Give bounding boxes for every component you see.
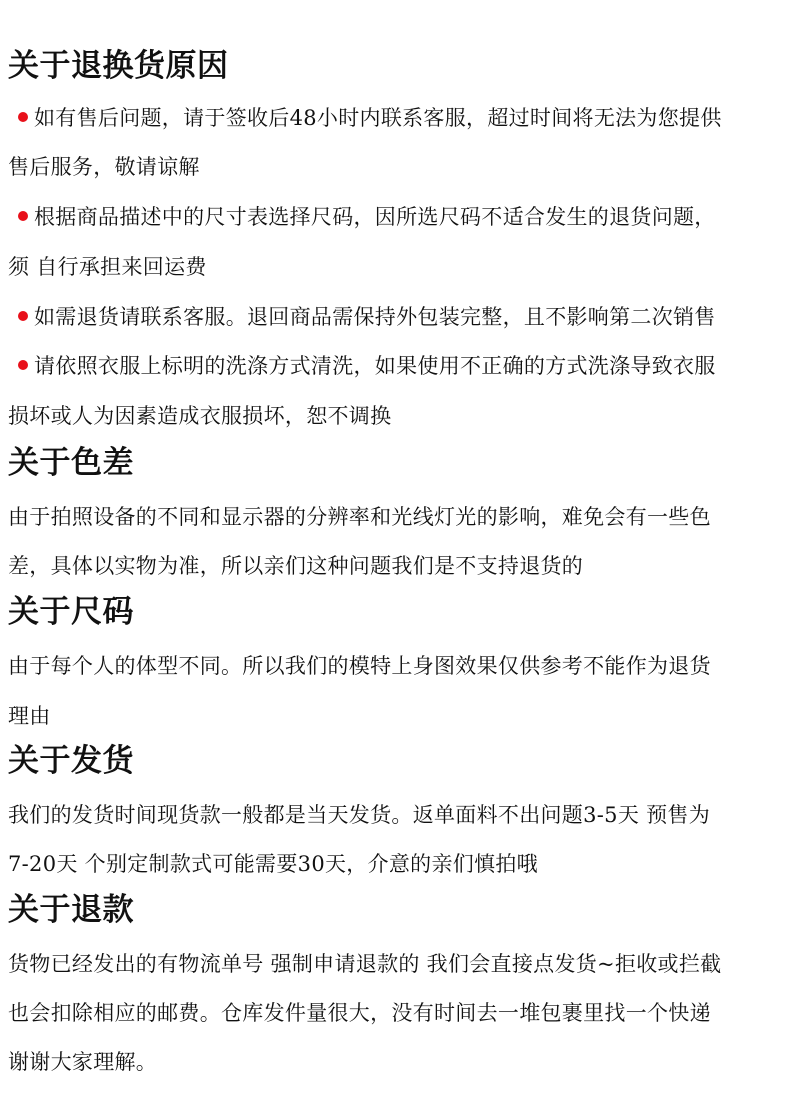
list-item (8, 303, 716, 331)
list-item-continuation: 损坏或人为因素造成衣服损坏，恕不调换 (8, 404, 392, 428)
paragraph-line: 我们的发货时间现货款一般都是当天发货。返单面料不出问题3-5天 预售为 (8, 803, 710, 827)
list-item-text: 如需退货请联系客服。退回商品需保持外包装完整，且不影响第二次销售 (34, 305, 716, 329)
list-item-text: 请依照衣服上标明的洗涤方式清洗，如果使用不正确的方式洗涤导致衣服 (34, 354, 716, 378)
section-title-color-difference: 关于色差 (8, 445, 134, 481)
paragraph-line: 由于拍照设备的不同和显示器的分辨率和光线灯光的影响，难免会有一些色 (8, 505, 711, 529)
red-bullet-icon (18, 360, 28, 370)
list-item-text: 根据商品描述中的尺寸表选择尺码，因所选尺码不适合发生的退货问题， (34, 205, 716, 229)
paragraph-line: 也会扣除相应的邮费。仓库发件量很大，没有时间去一堆包裹里找一个快递 (8, 1001, 711, 1025)
paragraph-line: 7-20天 个别定制款式可能需要30天，介意的亲们慎拍哦 (8, 852, 538, 876)
red-bullet-icon (18, 112, 28, 122)
red-bullet-icon (18, 211, 28, 221)
list-item (8, 352, 716, 380)
section-title-sizing: 关于尺码 (8, 594, 134, 630)
section-title-refund: 关于退款 (8, 892, 134, 928)
section-title-returns-reason: 关于退换货原因 (8, 48, 229, 84)
list-item-continuation: 须 自行承担来回运费 (8, 255, 207, 279)
paragraph-line: 理由 (8, 704, 51, 728)
list-item-continuation: 售后服务，敬请谅解 (8, 155, 200, 179)
paragraph-line: 货物已经发出的有物流单号 强制申请退款的 我们会直接点发货~拒收或拦截 (8, 952, 722, 976)
paragraph-line: 由于每个人的体型不同。所以我们的模特上身图效果仅供参考不能作为退货 (8, 654, 711, 678)
list-item-text: 如有售后问题，请于签收后48小时内联系客服，超过时间将无法为您提供 (34, 106, 722, 130)
list-item (8, 104, 722, 132)
red-bullet-icon (18, 311, 28, 321)
paragraph-line: 差，具体以实物为准，所以亲们这种问题我们是不支持退货的 (8, 554, 584, 578)
section-title-shipping: 关于发货 (8, 743, 134, 779)
list-item (8, 203, 716, 231)
paragraph-line: 谢谢大家理解。 (8, 1050, 158, 1074)
